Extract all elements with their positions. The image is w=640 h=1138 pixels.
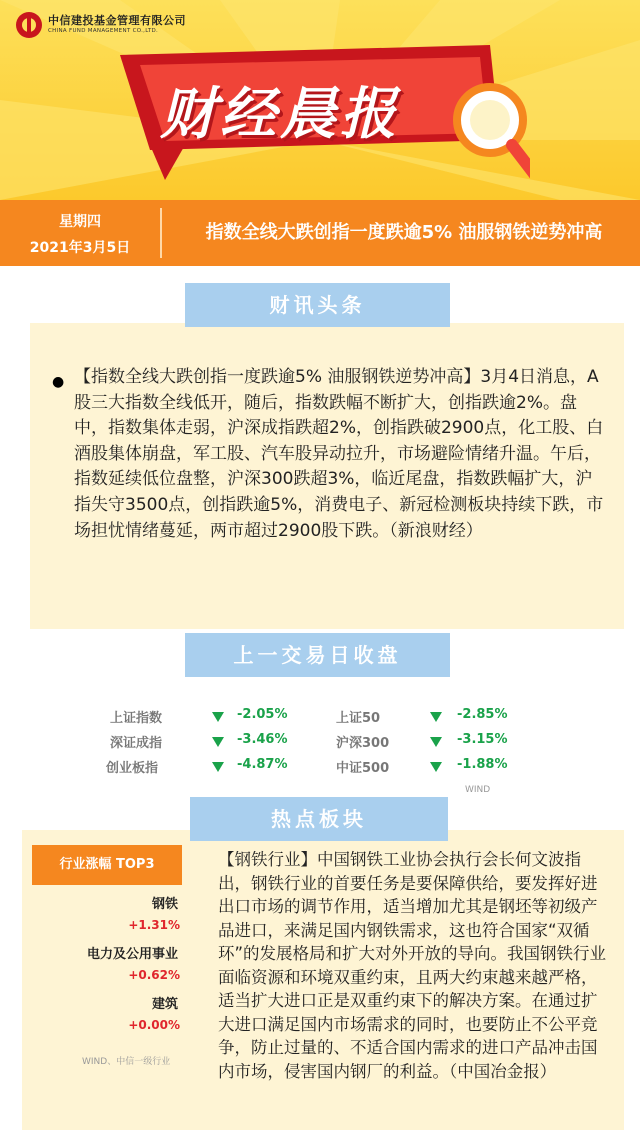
down-arrow-icon [430,712,442,722]
industry-name: 建筑 [151,997,178,1012]
market-source: WIND [465,785,491,795]
industry-change: +0.62% [128,968,180,982]
down-arrow-icon [212,762,224,772]
date-box [0,200,160,266]
index-name: 中证500 [336,761,390,776]
industry-name: 钢铁 [151,897,178,912]
index-change: -1.88% [457,757,508,772]
top3-header: 行业涨幅 TOP3 [32,845,182,885]
market-row [100,732,540,756]
hot-sector-body: 【钢铁行业】中国钢铁工业协会执行会长何文波指出，钢铁行业的首要任务是要保障供给，要发挥好进出口市场的调节作用，适当增加尤其是钢坯等初级产品进口，来满足国内钢铁需求，这也符合国家“双循环”的发展格局和扩大对外开放的导向。我国钢铁行业面临资源和环境双重约束，且两大约束越来越严格，适当扩大进口正是双重约束下的解决方案。在通过扩大进口满足国内市场需求的同时，也要防止不公平竞争，防止过量的、不适合国内需求的进口产品冲击国内市场，侵害国内钢厂的利益。（中国冶金报） [218,850,607,1081]
index-change: -3.15% [457,732,508,747]
logo-icon [16,12,42,38]
market-row [100,707,540,731]
weekday: 星期四 [59,214,101,230]
index-name: 创业板指 [106,761,159,776]
tab-news-headlines: 财讯头条 [185,283,450,327]
market-row [100,757,540,781]
date: 2021年3月5日 [29,240,131,256]
company-name-cn: 中信建投基金管理有限公司 [48,14,186,28]
down-arrow-icon [212,712,224,722]
index-name: 深证成指 [110,736,163,751]
index-name: 上证50 [336,711,381,726]
company-name-en: CHINA FUND MANAGEMENT CO.,LTD. [48,28,159,35]
tab-hot-sectors: 热点板块 [190,797,448,841]
down-arrow-icon [430,737,442,747]
banner-title: 财经晨报 [160,82,400,147]
down-arrow-icon [430,762,442,772]
index-name: 沪深300 [336,736,390,751]
industry-change: +0.00% [128,1018,180,1032]
index-change: -2.05% [237,707,288,722]
industry-change: +1.31% [128,918,180,932]
divider [160,208,162,258]
industry-name: 电力及公用事业 [86,947,178,962]
index-name: 上证指数 [110,711,163,726]
index-change: -2.85% [457,707,508,722]
market-index-table [100,700,540,790]
down-arrow-icon [212,737,224,747]
index-change: -4.87% [237,757,288,772]
news-body: 【指数全线大跌创指一度跌逾5% 油服钢铁逆势冲高】3月4日消息，A股三大指数全线低开，随后，指数跌幅不断扩大，创指跌逾2%。盘中，指数集体走弱，沪深成指跌超2%，创指跌破2900点，化工股、白酒股集体崩盘，军工股、汽车股异动拉升，市场避险情绪升温。午后，指数延续低位盘整，沪深300跌超3%，临近尾盘，指数跌幅扩大，沪指失守3500点，创指跌逾5%，消费电子、新冠检测板块持续下跌，市场担忧情绪蔓延，两市超过2900股下跌。（新浪财经） [74,367,604,541]
company-logo [16,12,186,38]
tab-market-close: 上一交易日收盘 [185,633,450,677]
industry-source: WIND、中信一级行业 [82,1057,171,1067]
title-bar [0,200,640,266]
index-change: -3.46% [237,732,288,747]
hero-banner [0,0,640,200]
headline: 指数全线大跌创指一度跌逾5% 油服钢铁逆势冲高 [205,222,603,243]
bullet-icon: ● [52,374,65,390]
